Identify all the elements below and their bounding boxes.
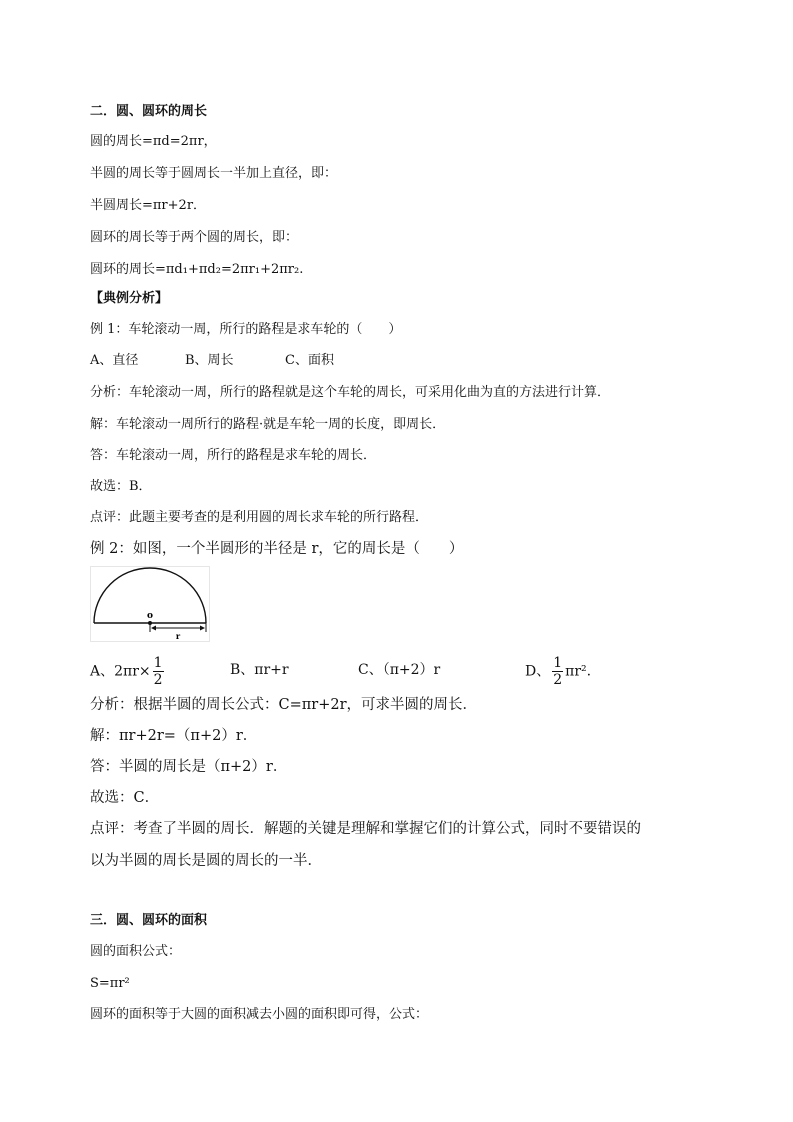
example-2-option-c: C、（π+2）r — [358, 662, 441, 678]
example-1-solution: 解：车轮滚动一周所行的路程·就是车轮一周的长度，即周长． — [90, 417, 446, 432]
circle-area-formula: S=πr² — [90, 976, 130, 991]
examples-heading: 【典例分析】 — [90, 291, 169, 306]
option-d-numerator: 1 — [553, 655, 563, 671]
example-1-question: 例 1：车轮滚动一周，所行的路程是求车轮的（ ） — [90, 322, 402, 337]
radius-label: r — [175, 631, 181, 641]
example-2-option-b: B、πr+r — [230, 662, 289, 678]
option-d-fraction — [552, 655, 563, 688]
example-2-choice: 故选：C． — [90, 790, 160, 806]
example-2-answer: 答：半圆的周长是（π+2）r． — [90, 759, 288, 775]
ring-area-description: 圆环的面积等于大圆的面积减去小圆的面积即可得，公式： — [90, 1007, 429, 1022]
example-1-analysis: 分析：车轮滚动一周，所行的路程就是这个车轮的周长，可采用化曲为直的方法进行计算． — [90, 385, 611, 400]
circle-area-label: 圆的面积公式： — [90, 944, 182, 959]
section-3-heading: 三．圆、圆环的面积 — [90, 913, 208, 928]
option-d-denominator: 2 — [553, 672, 563, 688]
circle-circumference-formula: 圆的周长=πd=2πr， — [90, 134, 217, 149]
example-1-answer: 答：车轮滚动一周，所行的路程是求车轮的周长． — [90, 448, 377, 463]
example-2-option-a — [90, 655, 166, 688]
option-a-denominator: 2 — [153, 672, 163, 688]
option-d-suffix: πr². — [565, 663, 592, 680]
ring-formula: 圆环的周长=πd₁+πd₂=2πr₁+2πr₂. — [90, 262, 304, 277]
example-1-choice: 故选：B． — [90, 479, 152, 494]
semicircle-description: 半圆的周长等于圆周长一半加上直径，即： — [90, 166, 338, 181]
example-2-option-d — [525, 655, 591, 688]
example-1-option-c: C、面积 — [285, 353, 334, 368]
example-2-question: 例 2：如图，一个半圆形的半径是 r，它的周长是（ ） — [90, 541, 464, 557]
radius-arrow-head-right — [200, 626, 205, 631]
example-1-option-b: B、周长 — [185, 353, 234, 368]
example-2-solution: 解：πr+2r=（π+2）r． — [90, 728, 258, 744]
radius-arrow-head-left — [151, 626, 156, 631]
example-2-analysis: 分析：根据半圆的周长公式：C=πr+2r，可求半圆的周长． — [90, 697, 478, 713]
example-1-option-a: A、直径 — [90, 353, 139, 368]
semicircle-figure — [90, 566, 210, 642]
option-a-fraction — [153, 655, 164, 688]
section-2-heading: 二．圆、圆环的周长 — [90, 104, 208, 119]
ring-description: 圆环的周长等于两个圆的周长，即： — [90, 230, 299, 245]
semicircle-formula: 半圆周长=πr+2r． — [90, 198, 207, 213]
center-label: o — [146, 611, 154, 621]
option-d-text: D、 — [525, 663, 551, 680]
option-a-numerator: 1 — [153, 655, 163, 671]
example-1-comment: 点评：此题主要考查的是利用圆的周长求车轮的所行路程． — [90, 510, 429, 525]
example-2-comment-line-2: 以为半圆的周长是圆的周长的一半． — [90, 853, 322, 869]
example-2-comment-line-1: 点评：考查了半圆的周长．解题的关键是理解和掌握它们的计算公式，同时不要错误的 — [90, 821, 641, 837]
option-a-text: A、2πr× — [90, 663, 151, 680]
